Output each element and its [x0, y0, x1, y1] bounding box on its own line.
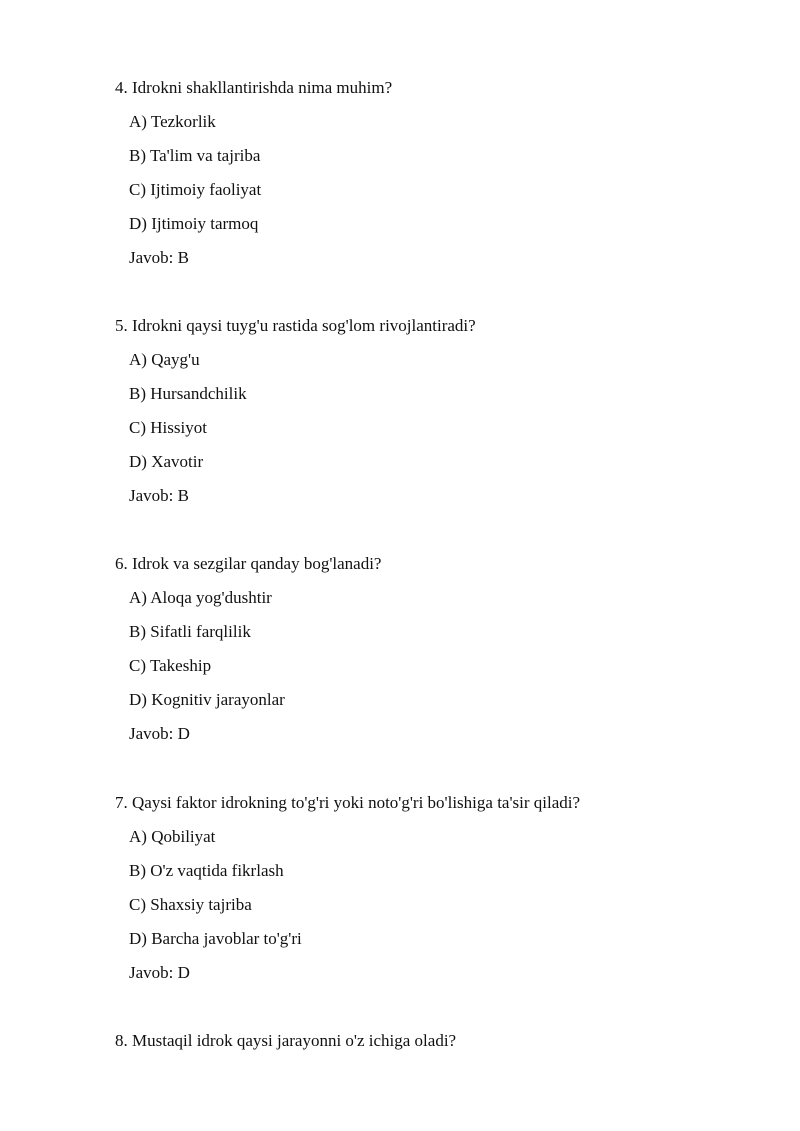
option-a: A) Tezkorlik [129, 112, 216, 131]
question-text: 8. Mustaqil idrok qaysi jarayonni o'z ichiga oladi? [115, 1031, 457, 1050]
question-4 [115, 78, 755, 268]
answer: Javob: D [129, 724, 190, 743]
option-a: A) Qayg'u [129, 350, 200, 369]
option-b: B) Sifatli farqlilik [129, 622, 251, 641]
option-b: B) Hursandchilik [129, 384, 247, 403]
question-8 [115, 1031, 755, 1051]
option-a: A) Aloqa yog'dushtir [129, 588, 272, 607]
option-c: C) Takeship [129, 656, 212, 675]
option-b: B) Ta'lim va tajriba [129, 146, 261, 165]
option-d: D) Xavotir [129, 452, 204, 471]
option-d: D) Ijtimoiy tarmoq [129, 214, 259, 233]
question-text: 7. Qaysi faktor idrokning to'g'ri yoki noto'g'ri bo'lishiga ta'sir qiladi? [115, 793, 581, 812]
question-6 [115, 554, 755, 744]
question-5 [115, 316, 755, 506]
question-text: 6. Idrok va sezgilar qanday bog'lanadi? [115, 554, 382, 573]
question-7 [115, 793, 755, 983]
option-d: D) Barcha javoblar to'g'ri [129, 929, 302, 948]
option-c: C) Ijtimoiy faoliyat [129, 180, 262, 199]
option-b: B) O'z vaqtida fikrlash [129, 861, 284, 880]
option-d: D) Kognitiv jarayonlar [129, 690, 285, 709]
question-text: 5. Idrokni qaysi tuyg'u rastida sog'lom rivojlantiradi? [115, 316, 476, 335]
option-c: C) Shaxsiy tajriba [129, 895, 252, 914]
question-text: 4. Idrokni shakllantirishda nima muhim? [115, 78, 393, 97]
option-a: A) Qobiliyat [129, 827, 216, 846]
answer: Javob: D [129, 963, 190, 982]
answer: Javob: B [129, 486, 189, 505]
answer: Javob: B [129, 248, 189, 267]
option-c: C) Hissiyot [129, 418, 207, 437]
